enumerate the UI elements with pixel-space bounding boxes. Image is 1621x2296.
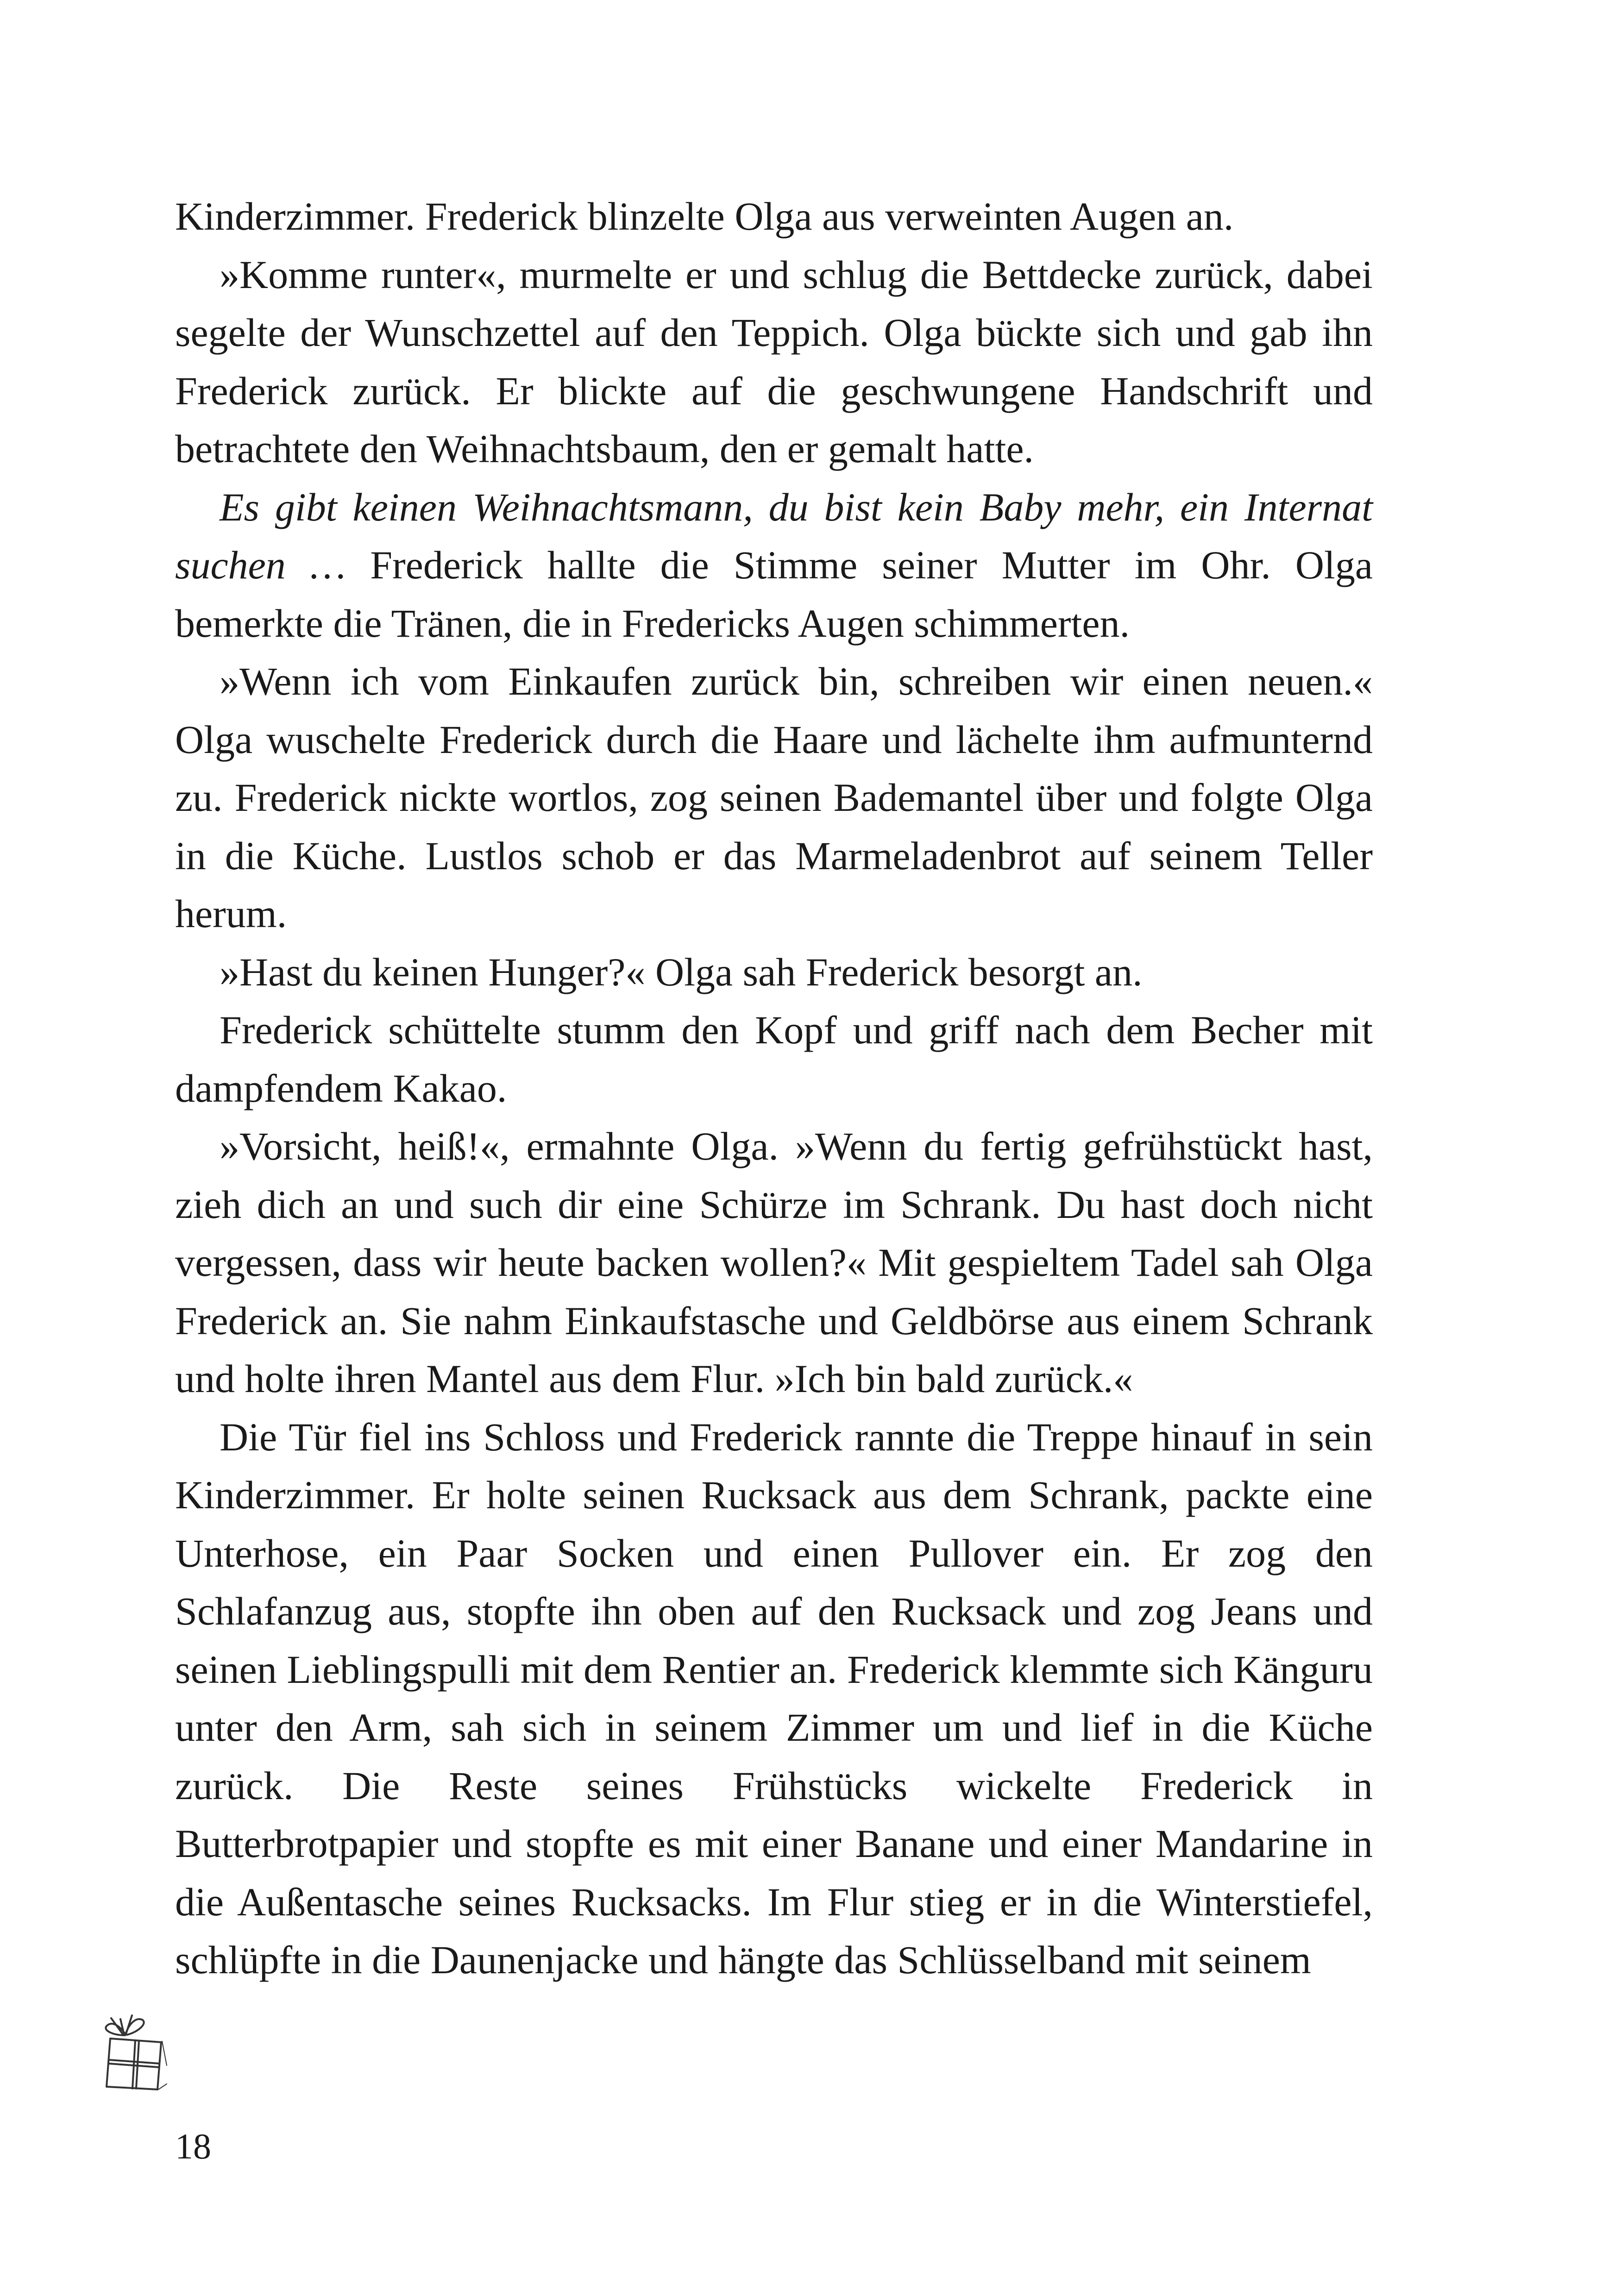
text-run: »Komme runter«, murmelte er und schlug die Bettdecke zurück, dabei segelte der Wunschzettel auf den Teppich. Olga bückte sich und gab ihn Frederick zurück. Er blickte auf die geschwungene Handschrift und betrachtete den Weihnachtsbaum, den er gemalt hatte.	[175, 252, 1373, 471]
paragraph	[175, 1117, 1373, 1408]
gift-box-icon	[93, 2010, 176, 2098]
paragraph	[175, 246, 1373, 478]
text-run: »Hast du keinen Hunger?« Olga sah Frederick besorgt an.	[220, 949, 1143, 994]
paragraph	[175, 188, 1373, 246]
text-run: Kinderzimmer. Frederick blinzelte Olga aus verweinten Augen an.	[175, 194, 1234, 238]
text-run: Frederick hallte die Stimme seiner Mutter im Ohr. Olga bemerkte die Tränen, die in Fredericks Augen schimmerten.	[175, 543, 1373, 646]
paragraph	[175, 478, 1373, 653]
text-run: Die Tür fiel ins Schloss und Frederick rannte die Treppe hinauf in sein Kinderzimmer. Er holte seinen Rucksack aus dem Schrank, packte eine Unterhose, ein Paar Socken und einen Pullover ein. Er zog den Schlafanzug aus, stopfte ihn oben auf den Rucksack und zog Jeans und seinen Lieblingspulli mit dem Rentier an. Frederick klemmte sich Känguru unter den Arm, sah sich in seinem Zimmer um und lief in die Küche zurück. Die Reste seines Frühstücks wickelte Frederick in Butterbrotpapier und stopfte es mit einer Banane und einer Mandarine in die Außentasche seines Rucksacks. Im Flur stieg er in die Winterstiefel, schlüpfte in die Daunenjacke und hängte das Schlüsselband mit seinem	[175, 1414, 1373, 1982]
paragraph	[175, 943, 1373, 1002]
page-number: 18	[175, 2126, 211, 2166]
paragraph	[175, 652, 1373, 943]
paragraph	[175, 1001, 1373, 1117]
paragraph	[175, 1408, 1373, 1989]
text-run: »Wenn ich vom Einkaufen zurück bin, schreiben wir einen neuen.« Olga wuschelte Frederick durch die Haare und lächelte ihm aufmunternd zu. Frederick nickte wortlos, zog seinen Bademantel über und folgte Olga in die Küche. Lustlos schob er das Marmeladenbrot auf seinem Teller herum.	[175, 659, 1373, 936]
italic-text-run: Es gibt keinen Weihnachtsmann, du bist kein Baby mehr, ein Internat suchen …	[175, 484, 1373, 587]
text-run: Frederick schüttelte stumm den Kopf und griff nach dem Becher mit dampfendem Kakao.	[175, 1008, 1373, 1110]
text-run: »Vorsicht, heiß!«, ermahnte Olga. »Wenn du fertig gefrühstückt hast, zieh dich an und such dir eine Schürze im Schrank. Du hast doch nicht vergessen, dass wir heute backen wollen?« Mit gespieltem Tadel sah Olga Frederick an. Sie nahm Einkaufstasche und Geldbörse aus einem Schrank und holte ihren Mantel aus dem Flur. »Ich bin bald zurück.«	[175, 1124, 1373, 1401]
body-text	[175, 188, 1373, 1989]
